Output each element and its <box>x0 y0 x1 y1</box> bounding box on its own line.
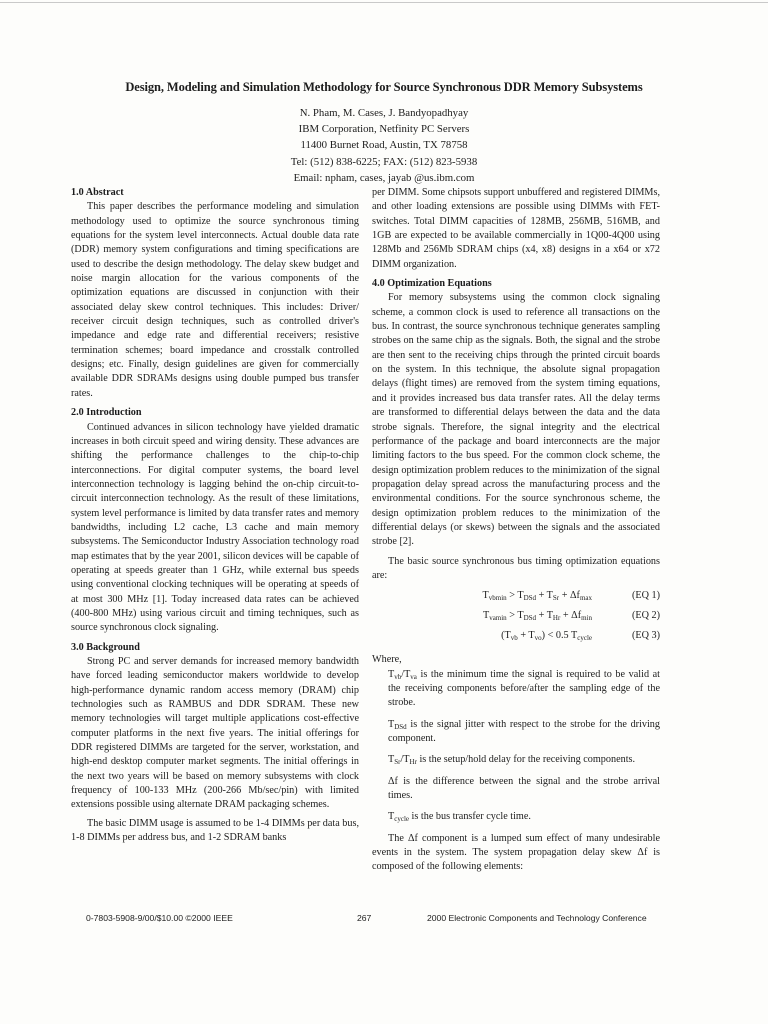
background-heading: 3.0 Background <box>71 641 140 653</box>
footer-conference: 2000 Electronic Components and Technology Conference <box>427 913 647 923</box>
equation-2-label: (EQ 2) <box>631 610 660 622</box>
optimization-heading: 4.0 Optimization Equations <box>372 278 492 290</box>
optimization-text: For memory subsystems using the common clock signaling scheme, a common clock is used to reference all transactions on the bus. In contrast, the source synchronous technique generates sampling strobes on the same chip as the signals. Both, the signal and the strobe are then sent to the receiving chips through the printed circuit boards on the system. In this technique, the absolute signal propagation delays (flight times) are removed from the system timing equations, and it provides increased bus data transfer rates. All the delay terms are transformed to differential delays between the data and the data strobe signals. Therefore, the signal integrity and the electrical performance of the package and board interconnects are the major limiting factors to the bus speed. For the common clock scheme, the design optimization problem reduces to the minimization of the signal propagation delay spread across the manufacturing process and the environmental conditions. For the source synchronous scheme, the design optimization problem reduces to the minimization of the differential delays (or skews) between the signals and the associated strobe [2]. <box>372 292 660 548</box>
footer-copyright: 0-7803-5908-9/00/$10.00 ©2000 IEEE <box>86 913 233 923</box>
left-column <box>71 186 359 845</box>
introduction-heading: 2.0 Introduction <box>71 407 142 419</box>
equations-intro: The basic source synchronous bus timing optimization equations are: <box>372 555 660 581</box>
abstract-text: This paper describes the performance modeling and simulation methodology used to optimize the source synchronous timing equations for the system level interconnects. Actual double data rate (DDR) memory system configurations and timing specifications are used to describe the design methodology. The delay skew budget and noise margin allocation for the various components of the optimization equations are discussed in conjunction with their associated delay skew control techniques. This includes: Driver/ receiver circuit design techniques, such as controlled driver's impedance and edge rate and differential receivers; resistive termination schemes; board impedance and crosstalk controlled designs; etc. Finally, design guidelines are given for commercially available DDR SDRAMs designs using double pumped bus transfer rates. <box>71 201 359 399</box>
introduction-text: Continued advances in silicon technology have yielded dramatic increases in both circuit speed and wiring density. These advances are shifting the performance challenges to the chip-to-chip interconnections. For digital computer systems, the board level interconnection technology is lagging behind the on-chip circuit-to-circuit interconnection technology. As the result of these limitations, system level performance is limited by data transfer rates and memory bandwidths, including L2 cache, L3 cache and main memory subsystems. The Semiconductor Industry Association technology road map estimates that by the year 2001, silicon devices will be capable of operating at speeds greater than 1 GHz, while external bus speeds using conventional clocking techniques will be operating at speeds of at most 300 MHz [1]. Today increased data rates can be achieved (400-800 MHz) using various circuit and timing techniques, such as source synchronous clock signaling. <box>71 421 359 634</box>
equation-1: $T_{vbmin} > T_{DSd} + T_{Sr} + \Delta f_{max}$ (EQ 1) <box>482 590 660 603</box>
where-label: Where, <box>372 654 402 666</box>
equation-3: $(T_{vb} + T_{vo}) < 0.5$ $T_{cycle}$ (EQ 3) <box>501 630 660 643</box>
author-email: Email: npham, cases, jayab @us.ibm.com <box>293 171 475 184</box>
author-block <box>0 105 768 186</box>
continuation-text: per DIMM. Some chipsots support unbuffered and registered DIMMs, and other loading extensions are possible using DIMMs with FET-switches. Total DIMM capacities of 128MB, 256MB, 516MB, and 1GB are expected to be available commercially in 1Q00-4Q00 using 128Mb and 256Mb SDRAM chips (x4, x8) designs in a x64 or x72 DIMM organization. <box>372 187 660 270</box>
author-address: 11400 Burnet Road, Austin, TX 78758 <box>300 139 468 152</box>
closing-text: The Δf component is a lumped sum effect of many undesirable events in the system. The system propagation delay skew Δf is composed of the following elements: <box>372 832 660 873</box>
equation-2: $T_{vamin} > T_{DSd} + T_{Hr} + \Delta f_{min}$ (EQ 2) <box>482 610 660 623</box>
background-text: Strong PC and server demands for increased memory bandwidth have forced leading semiconductor makers worldwide to develop high-performance dynamic random access memory (DRAM) chip technologies such as RAMBUS and DDR SDRAM. These new memory technologies will target multiple applications cost-effective computer platforms in the next five years. The initial offerings for DDR registered DIMMs are targeted for the server, workstation, and high-end desktop computer market segments. The initial offerings in the next two years will be based on memory subsystems with clock frequency of 100-133 MHz (200-266 Mb/sec/pin) with limited extensions possible using alternate DRAM packaging schemes. <box>71 656 359 811</box>
equation-3-label: (EQ 3) <box>631 630 660 642</box>
equation-1-label: (EQ 1) <box>631 590 660 602</box>
abstract-heading: 1.0 Abstract <box>71 187 124 198</box>
page-footer <box>0 913 768 927</box>
background-text-2: The basic DIMM usage is assumed to be 1-4 DIMMs per data bus, 1-8 DIMMs per address bus, and 1-2 SDRAM banks <box>71 817 359 844</box>
definition-tcycle: $T_{cycle}$ is the bus transfer cycle time. <box>388 811 531 824</box>
definition-delta-f: Δf is the difference between the signal and the strobe arrival times. <box>388 775 660 802</box>
definition-tdsd: $T_{DSd}$ is the signal jitter with respect to the strobe for the driving component. <box>388 718 660 744</box>
right-column <box>372 186 660 875</box>
page-top-edge <box>0 2 768 3</box>
definition-tvb-tva: $T_{vb}/T_{va}$ is the minimum time the signal is required to be valid at the receiving components before/after the sampling edge of the strobe. <box>388 668 660 709</box>
footer-page-number: 267 <box>357 913 372 923</box>
author-phone: Tel: (512) 838-6225; FAX: (512) 823-5938 <box>290 155 478 168</box>
definition-tsr-thr: $T_{Sr}/T_{Hr}$ is the setup/hold delay for the receiving components. <box>388 754 636 767</box>
author-names: N. Pham, M. Cases, J. Bandyopadhyay <box>299 107 469 119</box>
paper-title: Design, Modeling and Simulation Methodology for Source Synchronous DDR Memory Subsystems <box>125 80 643 94</box>
author-affiliation: IBM Corporation, Netfinity PC Servers <box>298 123 470 136</box>
